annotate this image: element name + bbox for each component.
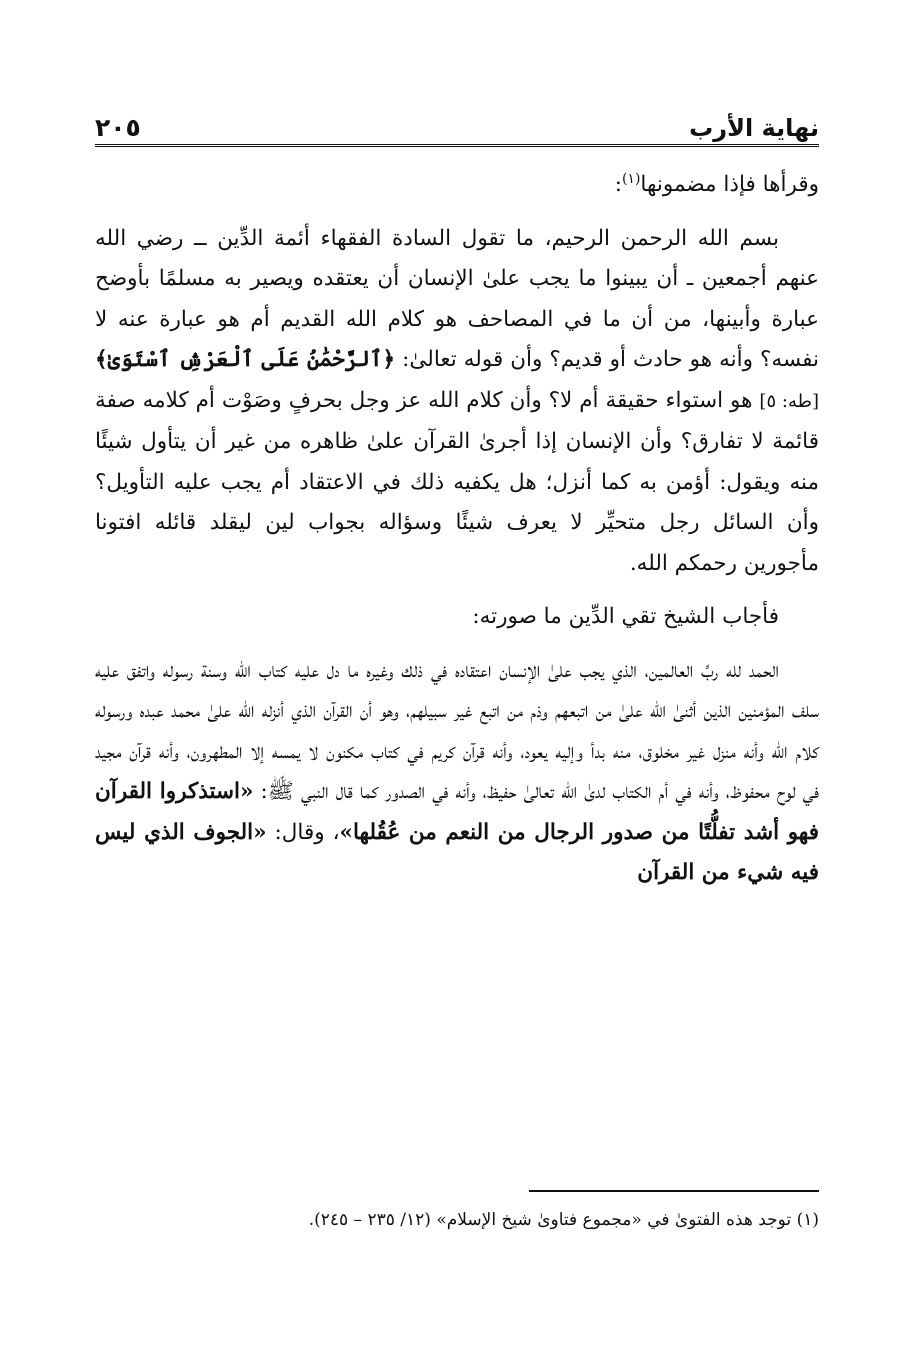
- footnote-marker: (١): [621, 170, 641, 187]
- intro-paragraph: [95, 165, 819, 206]
- intro-text: وقرأها فإذا مضمونها: [640, 172, 819, 197]
- answer-text: الحمد لله ربِّ العالمين، الذي يجب علىٰ الإنسان اعتقاده في ذلك وغيره ما دل عليه كتاب الله وسنة رسوله واتفق عليه سلف المؤمنين الذين أثنىٰ الله علىٰ من اتبعهم وذم من اتبع غير سبيلهم، وهو أن القرآن الذي أنزله الله علىٰ محمد عبده ورسوله كلام الله وأنه منزل غير مخلوق، منه بدأ وإليه يعود، وأنه قرآن كريم في كتاب مكنون لا يمسه إلا المطهرون، وأنه قرآن مجيد في لوح محفوظ، وأنه في أم الكتاب لدىٰ الله تعالىٰ حفيظ، وأنه في الصدور كما قال النبي ﷺ:: [95, 657, 819, 804]
- main-text: [95, 165, 819, 894]
- hadith-1: «استذكروا القرآن فهو أشد تفلُّتًا من صدور الرجال من النعم من عُقُلها»: [95, 779, 819, 845]
- book-title: نهاية الأرب: [689, 114, 819, 142]
- intro-colon: :: [614, 172, 622, 197]
- quran-verse: ﴿ٱلرَّحْمَٰنُ عَلَى ٱلْعَرْشِ ٱسْتَوَىٰ﴾: [95, 347, 396, 372]
- footnote-marker-label: (١): [796, 1210, 819, 1230]
- running-head: [95, 100, 819, 147]
- footnote-divider: [529, 1190, 819, 1192]
- page-number: ٢٠٥: [95, 113, 141, 142]
- question-text-before: بسم الله الرحمن الرحيم، ما تقول السادة الفقهاء أئمة الدِّين ــ رضي الله عنهم أجمعين ـ أن يبينوا ما يجب علىٰ الإنسان أن يعتقده ويصير به مسلمًا بأوضح عبارة وأبينها، من أن ما في المصاحف هو كلام الله القديم أم هو عبارة عنه لا نفسه؟ وأنه هو حادث أو قديم؟ وأن قوله تعالىٰ:: [95, 225, 819, 372]
- footnote: [95, 1206, 819, 1234]
- answer-paragraph: [95, 651, 819, 894]
- footnote-text: توجد هذه الفتوىٰ في «مجموع فتاوىٰ شيخ الإسلام» (١٢/ ٢٣٥ – ٢٤٥).: [308, 1210, 792, 1230]
- hadith-2: «الجوف الذي ليس فيه شيء من القرآن: [95, 819, 819, 885]
- hadith-separator: ، وقال:: [266, 819, 340, 845]
- book-page: [95, 100, 819, 1280]
- question-text-after: هو استواء حقيقة أم لا؟ وأن كلام الله عز وجل بحرفٍ وصَوْت أم كلامه صفة قائمة لا تفارق؟ وأن الإنسان إذا أجرىٰ القرآن علىٰ ظاهره من غير أن يتأول شيئًا منه ويقول: أؤمن به كما أنزل؛ هل يكفيه ذلك في الاعتقاد أم يجب عليه التأويل؟ وأن السائل رجل متحيِّر لا يعرف شيئًا وسؤاله بجواب لين ليقلد قائله افتونا مأجورين رحمكم الله.: [95, 387, 819, 576]
- question-paragraph: [95, 219, 819, 585]
- answer-intro: فأجاب الشيخ تقي الدِّين ما صورته:: [472, 604, 779, 629]
- quran-reference: [طه: ٥]: [759, 390, 819, 412]
